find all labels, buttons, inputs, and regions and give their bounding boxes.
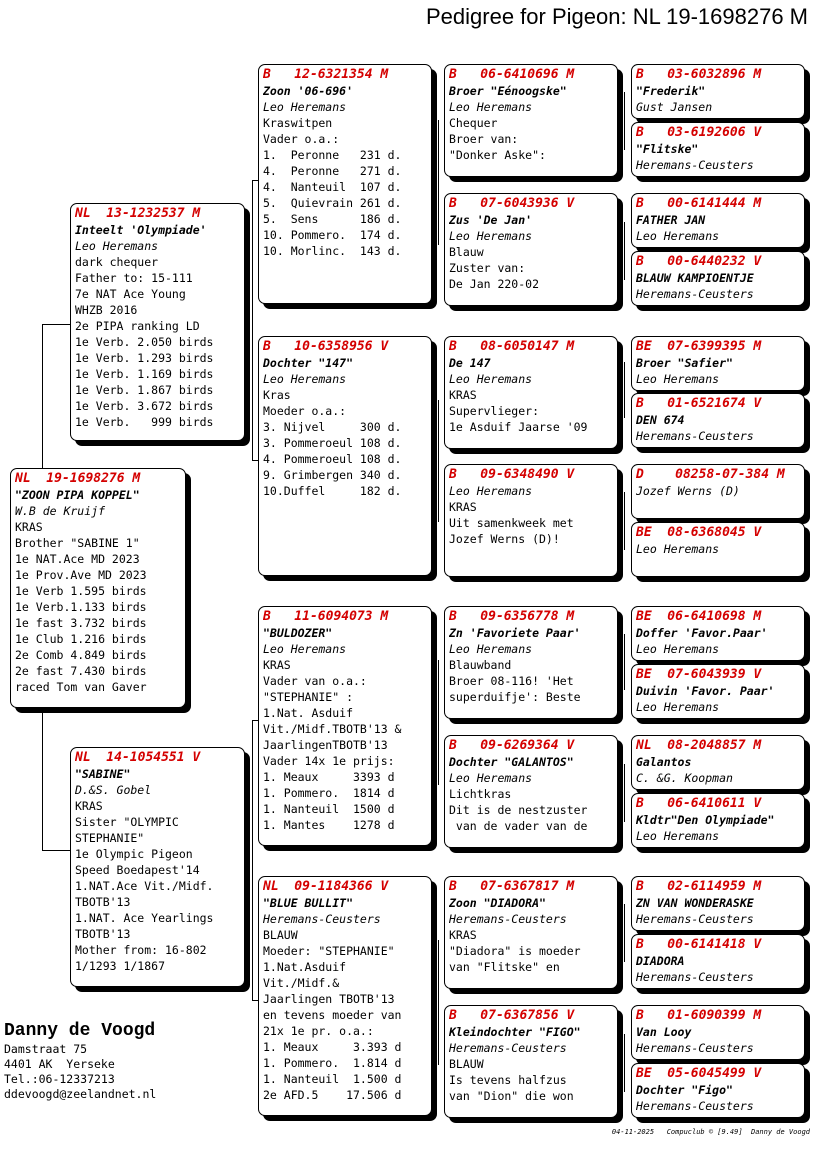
ring-number: B 01-6090399 M (636, 1008, 762, 1023)
info-line: Father to: 15-111 (75, 271, 193, 285)
info-line: 1. Nanteuil 1.500 d (263, 1072, 402, 1086)
pigeon-card-dsd[interactable] (444, 735, 618, 848)
pigeon-name: BLAUW KAMPIOENTJE (636, 271, 754, 285)
info-line: KRAS (449, 928, 477, 942)
pigeon-name: Kldtr"Den Olympiade" (636, 813, 775, 827)
ring-number: NL 19-1698276 M (15, 471, 141, 486)
ring-number: BE 08-6368045 V (636, 525, 762, 540)
info-line: WHZB 2016 (75, 303, 138, 317)
breeder-name: Leo Heremans (263, 100, 347, 114)
info-line: Jaarlingen TBOTB'13 (263, 992, 395, 1006)
info-line: superduifje': Beste (449, 690, 581, 704)
pigeon-card-sire-sire[interactable] (258, 64, 432, 304)
info-line: 2e Comb 4.849 birds (15, 648, 147, 662)
pigeon-card-g9[interactable] (631, 606, 805, 661)
pigeon-name: DIADORA (636, 954, 685, 968)
pigeon-name: "Flitske" (636, 142, 699, 156)
owner-address-line: Damstraat 75 (4, 1042, 88, 1056)
pigeon-card-g13[interactable] (631, 876, 805, 931)
info-line: 2e AFD.5 17.506 d (263, 1088, 402, 1102)
breeder-name: Leo Heremans (636, 829, 720, 843)
pigeon-name: Van Looy (636, 1025, 692, 1039)
breeder-name: Heremans-Ceusters (449, 912, 567, 926)
ring-number: B 07-6367817 M (449, 879, 575, 894)
pigeon-card-sdd[interactable] (444, 464, 618, 577)
info-line: 1.Nat.Asduif (263, 960, 347, 974)
info-line: 1e Verb. 1.293 birds (75, 351, 214, 365)
pigeon-card-g2[interactable] (631, 122, 805, 177)
ring-number: B 01-6521674 V (636, 396, 762, 411)
pigeon-card-sds[interactable] (444, 336, 618, 449)
ring-number: B 08-6050147 M (449, 339, 575, 354)
info-line: Zuster van: (449, 261, 526, 275)
pigeon-card-g8[interactable] (631, 522, 805, 577)
connector-line (624, 634, 625, 690)
info-line: Kraswitpen (263, 116, 333, 130)
connector-line (42, 324, 43, 468)
breeder-name: Heremans-Ceusters (636, 970, 754, 984)
breeder-name: C. &G. Koopman (636, 771, 733, 785)
pigeon-name: Galantos (636, 755, 692, 769)
info-line: BLAUW (263, 928, 298, 942)
breeder-name: Leo Heremans (449, 771, 533, 785)
info-line: BLAUW (449, 1057, 484, 1071)
ring-number: BE 05-6045499 V (636, 1066, 762, 1081)
connector-line (438, 400, 439, 522)
owner-email[interactable]: ddevoogd@zeelandnet.nl (4, 1087, 157, 1101)
pigeon-name: Zn 'Favoriete Paar' (449, 626, 581, 640)
pigeon-name: Zoon '06-696' (263, 84, 354, 98)
ring-number: NL 09-1184366 V (263, 879, 389, 894)
info-line: 1.NAT.Ace Vit./Midf. (75, 879, 214, 893)
info-line: "STEPHANIE" : (263, 690, 354, 704)
info-line: Vit./Midf.& (263, 976, 340, 990)
connector-line (42, 850, 70, 851)
connector-line (624, 362, 625, 418)
info-line: 1e fast 3.732 birds (15, 616, 147, 630)
info-line: Kras (263, 388, 291, 402)
info-line: 2e fast 7.430 birds (15, 664, 147, 678)
ring-number: B 06-6410611 V (636, 796, 762, 811)
connector-line (252, 720, 253, 1000)
info-line: Supervlieger: (449, 404, 540, 418)
info-line: 1. Meaux 3393 d (263, 770, 395, 784)
pigeon-name: FATHER JAN (636, 213, 706, 227)
info-line: 1e Olympic Pigeon (75, 847, 193, 861)
ring-number: B 03-6032896 M (636, 67, 762, 82)
pigeon-name: "BLUE BULLIT" (263, 896, 354, 910)
ring-number: B 09-6348490 V (449, 467, 575, 482)
info-line: 1. Pommero. 1.814 d (263, 1056, 402, 1070)
info-line: Broer van: (449, 132, 519, 146)
pigeon-card-g16[interactable] (631, 1063, 805, 1118)
info-line: 1e Verb. 3.672 birds (75, 399, 214, 413)
ring-number: D 08258-07-384 M (636, 467, 785, 482)
info-line: "Diadora" is moeder (449, 944, 581, 958)
info-line: Moeder o.a.: (263, 404, 347, 418)
info-line: TBOTB'13 (75, 895, 131, 909)
info-line: 1e Verb.1.133 birds (15, 600, 147, 614)
footer-credit: 04-11-2025 Compuclub © [9.49] Danny de Voogd (611, 1128, 810, 1136)
info-line: 9. Grimbergen 340 d. (263, 468, 402, 482)
info-line: 5. Sens 186 d. (263, 212, 402, 226)
ring-number: NL 14-1054551 V (75, 750, 201, 765)
ring-number: B 07-6367856 V (449, 1008, 575, 1023)
info-line: 1. Peronne 231 d. (263, 148, 402, 162)
pigeon-name: Dochter "Figo" (636, 1083, 733, 1097)
pigeon-name: Broer "Eénoogske" (449, 84, 567, 98)
ring-number: B 06-6410696 M (449, 67, 575, 82)
pigeon-card-g14[interactable] (631, 934, 805, 989)
connector-line (624, 904, 625, 962)
info-line: 4. Pommeroeul 108 d. (263, 452, 402, 466)
pigeon-name: ZN VAN WONDERASKE (636, 896, 754, 910)
ring-number: B 02-6114959 M (636, 879, 762, 894)
ring-number: NL 08-2048857 M (636, 738, 762, 753)
ring-number: B 00-6141444 M (636, 196, 762, 211)
pigeon-name: Zoon "DIADORA" (449, 896, 546, 910)
pigeon-name: Dochter "147" (263, 356, 354, 370)
info-line: 1. Pommero. 1814 d (263, 786, 395, 800)
connector-line (624, 222, 625, 280)
pigeon-card-g3[interactable] (631, 193, 805, 248)
pigeon-name: DEN 674 (636, 413, 685, 427)
info-line: Vit./Midf.TBOTB'13 & (263, 722, 402, 736)
pigeon-card-g1[interactable] (631, 64, 805, 119)
ring-number: B 12-6321354 M (263, 67, 389, 82)
info-line: 1e Verb. 1.867 birds (75, 383, 214, 397)
ring-number: B 07-6043936 V (449, 196, 575, 211)
pigeon-card-dam-dam[interactable] (258, 876, 432, 1116)
info-line: KRAS (449, 388, 477, 402)
info-line: 1e Prov.Ave MD 2023 (15, 568, 147, 582)
info-line: Sister "OLYMPIC (75, 815, 179, 829)
breeder-name: Jozef Werns (D) (636, 484, 740, 498)
info-line: 1. Mantes 1278 d (263, 818, 395, 832)
info-line: 4. Nanteuil 107 d. (263, 180, 402, 194)
connector-line (42, 324, 70, 325)
info-line: 1. Nanteuil 1500 d (263, 802, 395, 816)
pigeon-card-sire-dam[interactable] (258, 336, 432, 576)
breeder-name: Leo Heremans (636, 542, 720, 556)
pigeon-name: "SABINE" (75, 767, 131, 781)
info-line: 7e NAT Ace Young (75, 287, 186, 301)
pigeon-name: "Frederik" (636, 84, 706, 98)
pigeon-card-ssd[interactable] (444, 193, 618, 306)
info-line: 1e Verb. 1.169 birds (75, 367, 214, 381)
pigeon-name: Doffer 'Favor.Paar' (636, 626, 768, 640)
breeder-name: Heremans-Ceusters (636, 1099, 754, 1113)
info-line: Vader 14x 1e prijs: (263, 754, 395, 768)
pigeon-card-subject[interactable] (10, 468, 186, 708)
pigeon-card-sss[interactable] (444, 64, 618, 177)
pigeon-card-ddd[interactable] (444, 1005, 618, 1118)
info-line: van "Dion" die won (449, 1089, 574, 1103)
breeder-name: W.B de Kruijf (15, 504, 106, 518)
info-line: 4. Peronne 271 d. (263, 164, 402, 178)
info-line: De Jan 220-02 (449, 277, 540, 291)
info-line: raced Tom van Gaver (15, 680, 147, 694)
breeder-name: Leo Heremans (263, 642, 347, 656)
info-line: 1e NAT.Ace MD 2023 (15, 552, 140, 566)
info-line: Jozef Werns (D)! (449, 532, 560, 546)
breeder-name: Leo Heremans (449, 484, 533, 498)
ring-number: BE 06-6410698 M (636, 609, 762, 624)
ring-number: B 00-6440232 V (636, 254, 762, 269)
info-line: 5. Quievrain 261 d. (263, 196, 402, 210)
info-line: Vader van o.a.: (263, 674, 367, 688)
connector-line (42, 708, 43, 850)
breeder-name: Leo Heremans (636, 229, 720, 243)
pigeon-name: "BULDOZER" (263, 626, 333, 640)
breeder-name: Leo Heremans (449, 642, 533, 656)
connector-line (438, 940, 439, 1065)
info-line: 3. Pommeroeul 108 d. (263, 436, 402, 450)
ring-number: B 00-6141418 V (636, 937, 762, 952)
owner-name: Danny de Voogd (4, 1021, 156, 1041)
pigeon-name: "ZOON PIPA KOPPEL" (15, 488, 140, 502)
pigeon-card-g4[interactable] (631, 251, 805, 306)
connector-line (624, 492, 625, 550)
ring-number: B 09-6356778 M (449, 609, 575, 624)
pigeon-card-dam[interactable] (70, 747, 245, 987)
info-line: van "Flitske" en (449, 960, 560, 974)
info-line: 21x 1e pr. o.a.: (263, 1024, 374, 1038)
pigeon-card-g12[interactable] (631, 793, 805, 848)
pigeon-card-dds[interactable] (444, 876, 618, 989)
owner-phone: Tel.:06-12337213 (4, 1072, 115, 1086)
info-line: KRAS (263, 658, 291, 672)
ring-number: B 10-6358956 V (263, 339, 389, 354)
ring-number: B 09-6269364 V (449, 738, 575, 753)
info-line: Is tevens halfzus (449, 1073, 567, 1087)
pigeon-card-dss[interactable] (444, 606, 618, 719)
info-line: 1e Club 1.216 birds (15, 632, 147, 646)
ring-number: BE 07-6399395 M (636, 339, 762, 354)
pigeon-card-g15[interactable] (631, 1005, 805, 1060)
info-line: Moeder: "STEPHANIE" (263, 944, 395, 958)
breeder-name: Leo Heremans (636, 642, 720, 656)
info-line: Lichtkras (449, 787, 512, 801)
info-line: Blauw (449, 245, 484, 259)
info-line: STEPHANIE" (75, 831, 145, 845)
breeder-name: Leo Heremans (449, 229, 533, 243)
pigeon-name: Inteelt 'Olympiade' (75, 223, 207, 237)
pigeon-card-g6[interactable] (631, 393, 805, 448)
info-line: 1.Nat. Asduif (263, 706, 354, 720)
info-line: dark chequer (75, 255, 159, 269)
info-line: Speed Boedapest'14 (75, 863, 200, 877)
info-line: 10. Pommero. 174 d. (263, 228, 402, 242)
info-line: Chequer (449, 116, 498, 130)
breeder-name: Heremans-Ceusters (636, 287, 754, 301)
page-title: Pedigree for Pigeon: NL 19-1698276 M (426, 4, 808, 29)
owner-block (4, 1020, 156, 1102)
info-line: 1e Verb 1.595 birds (15, 584, 147, 598)
info-line: Dit is de nestzuster (449, 803, 588, 817)
info-line: Brother "SABINE 1" (15, 536, 140, 550)
info-line: 1e Asduif Jaarse '09 (449, 420, 588, 434)
info-line: 3. Nijvel 300 d. (263, 420, 402, 434)
info-line: 2e PIPA ranking LD (75, 319, 200, 333)
info-line: Broer 08-116! 'Het (449, 674, 574, 688)
breeder-name: Heremans-Ceusters (636, 1041, 754, 1055)
info-line: KRAS (75, 799, 103, 813)
connector-line (438, 120, 439, 245)
info-line: 10.Duffel 182 d. (263, 484, 402, 498)
connector-line (624, 764, 625, 822)
connector-line (438, 660, 439, 785)
info-line: Uit samenkweek met (449, 516, 574, 530)
breeder-name: Heremans-Ceusters (636, 158, 754, 172)
info-line: Vader o.a.: (263, 132, 340, 146)
info-line: 1.NAT. Ace Yearlings (75, 911, 214, 925)
info-line: TBOTB'13 (75, 927, 131, 941)
pigeon-name: Zus 'De Jan' (449, 213, 533, 227)
info-line: KRAS (15, 520, 43, 534)
pigeon-card-sire[interactable] (70, 203, 245, 441)
breeder-name: Heremans-Ceusters (636, 429, 754, 443)
pigeon-name: Duivin 'Favor. Paar' (636, 684, 775, 698)
pigeon-card-g11[interactable] (631, 735, 805, 790)
ring-number: NL 13-1232537 M (75, 206, 201, 221)
pigeon-name: Broer "Safier" (636, 356, 733, 370)
breeder-name: Heremans-Ceusters (263, 912, 381, 926)
info-line: KRAS (449, 500, 477, 514)
ring-number: BE 07-6043939 V (636, 667, 762, 682)
pigeon-card-dam-sire[interactable] (258, 606, 432, 846)
ring-number: B 11-6094073 M (263, 609, 389, 624)
connector-line (252, 180, 253, 460)
pigeon-name: Kleindochter "FIGO" (449, 1025, 581, 1039)
info-line: "Donker Aske": (449, 148, 546, 162)
info-line: 1/1293 1/1867 (75, 959, 166, 973)
breeder-name: Heremans-Ceusters (636, 912, 754, 926)
info-line: 1. Meaux 3.393 d (263, 1040, 402, 1054)
info-line: Mother from: 16-802 (75, 943, 207, 957)
info-line: 1e Verb. 999 birds (75, 415, 214, 429)
owner-address-line: 4401 AK Yerseke (4, 1057, 115, 1071)
breeder-name: Leo Heremans (636, 372, 720, 386)
pigeon-name: De 147 (449, 356, 491, 370)
breeder-name: D.&S. Gobel (75, 783, 152, 797)
info-line: 1e Verb. 2.050 birds (75, 335, 214, 349)
breeder-name: Leo Heremans (449, 100, 533, 114)
info-line: JaarlingenTBOTB'13 (263, 738, 388, 752)
breeder-name: Gust Jansen (636, 100, 713, 114)
ring-number: B 03-6192606 V (636, 125, 762, 140)
pigeon-name: Dochter "GALANTOS" (449, 755, 574, 769)
pigeon-card-g7[interactable] (631, 464, 805, 519)
pigeon-card-g5[interactable] (631, 336, 805, 391)
breeder-name: Leo Heremans (75, 239, 159, 253)
breeder-name: Heremans-Ceusters (449, 1041, 567, 1055)
info-line: en tevens moeder van (263, 1008, 402, 1022)
info-line: Blauwband (449, 658, 512, 672)
breeder-name: Leo Heremans (263, 372, 347, 386)
breeder-name: Leo Heremans (636, 700, 720, 714)
info-line: van de vader van de (449, 819, 588, 833)
connector-line (624, 92, 625, 150)
breeder-name: Leo Heremans (449, 372, 533, 386)
connector-line (624, 1034, 625, 1092)
info-line: 10. Morlinc. 143 d. (263, 244, 402, 258)
pigeon-card-g10[interactable] (631, 664, 805, 719)
